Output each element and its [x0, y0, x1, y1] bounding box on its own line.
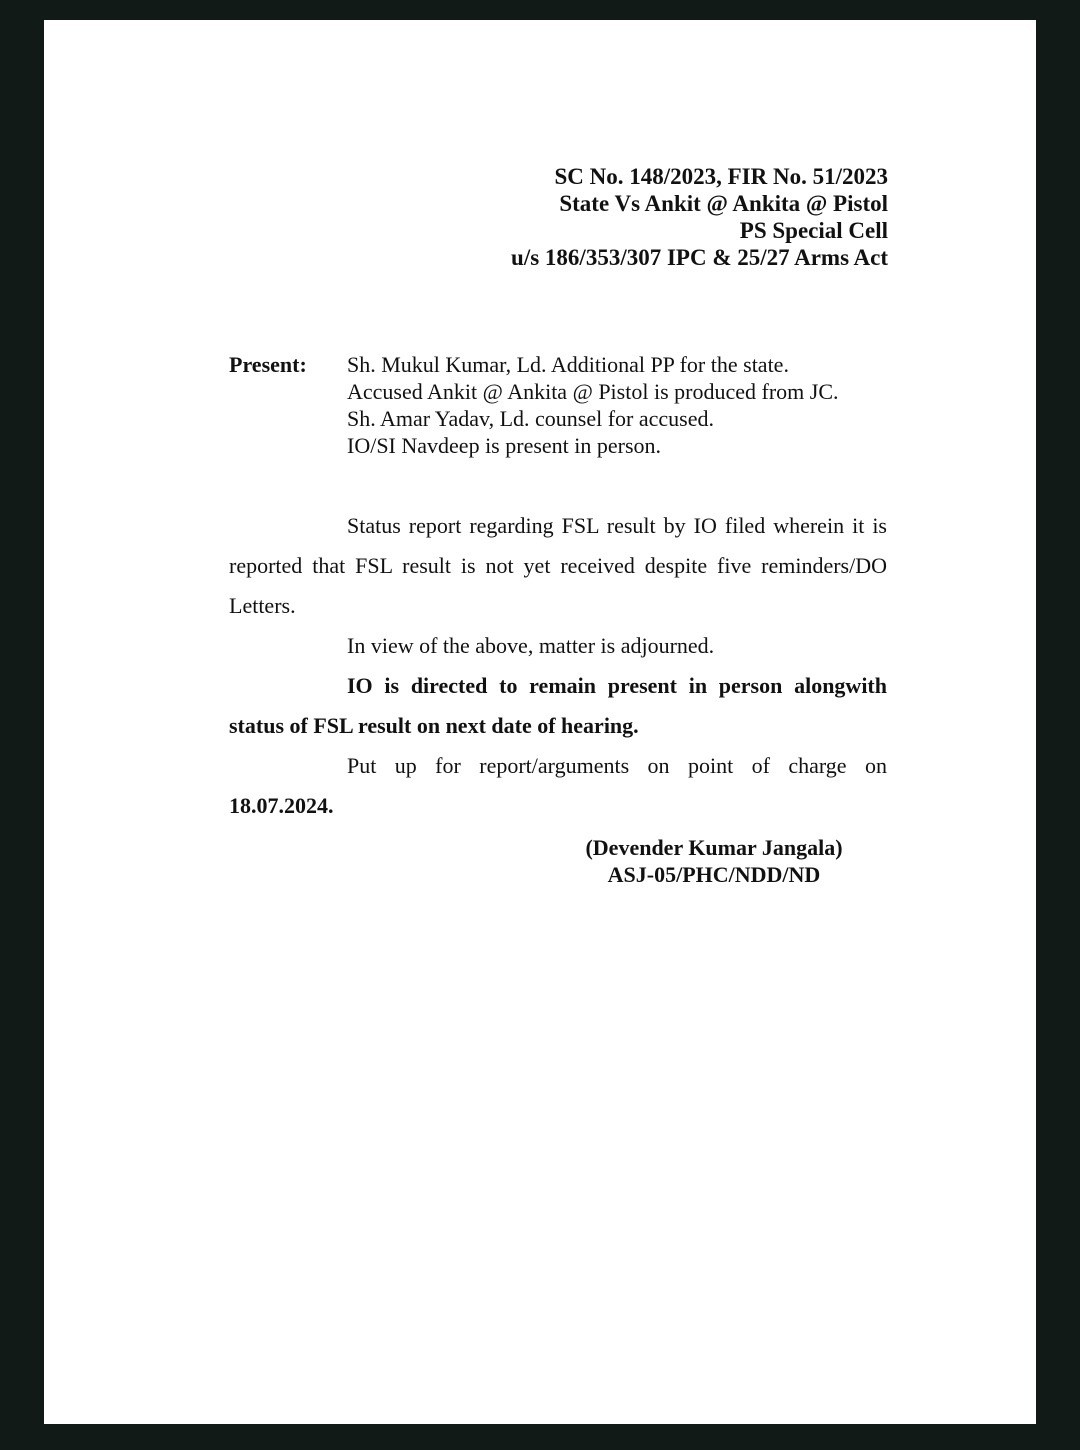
signature-block	[564, 834, 864, 888]
next-hearing-date: 18.07.2024.	[229, 793, 334, 818]
direction-paragraph: IO is directed to remain present in person alongwith status of FSL result on next date of hearing.	[229, 673, 887, 738]
case-title-line: State Vs Ankit @ Ankita @ Pistol	[559, 191, 888, 216]
present-item: Accused Ankit @ Ankita @ Pistol is produced from JC.	[347, 379, 839, 404]
present-label: Present:	[229, 352, 307, 377]
next-date-text: Put up for report/arguments on point of charge on	[347, 753, 887, 778]
present-item: Sh. Amar Yadav, Ld. counsel for accused.	[347, 406, 714, 431]
judge-designation: ASJ-05/PHC/NDD/ND	[607, 862, 821, 887]
case-header	[511, 163, 888, 271]
sections-line: u/s 186/353/307 IPC & 25/27 Arms Act	[511, 245, 888, 270]
adjournment-paragraph: In view of the above, matter is adjourned.	[347, 633, 715, 658]
present-item: Sh. Mukul Kumar, Ld. Additional PP for the state.	[347, 352, 789, 377]
police-station-line: PS Special Cell	[739, 218, 888, 243]
judge-name: (Devender Kumar Jangala)	[585, 835, 843, 860]
status-report-paragraph: Status report regarding FSL result by IO filed wherein it is reported that FSL result is not yet received despite five reminders/DO Letters.	[229, 513, 887, 618]
order-body	[229, 506, 887, 826]
next-date-paragraph	[229, 746, 887, 826]
document-page	[44, 20, 1036, 1424]
present-list	[347, 351, 907, 459]
present-item: IO/SI Navdeep is present in person.	[347, 433, 662, 458]
case-number-line: SC No. 148/2023, FIR No. 51/2023	[554, 164, 888, 189]
